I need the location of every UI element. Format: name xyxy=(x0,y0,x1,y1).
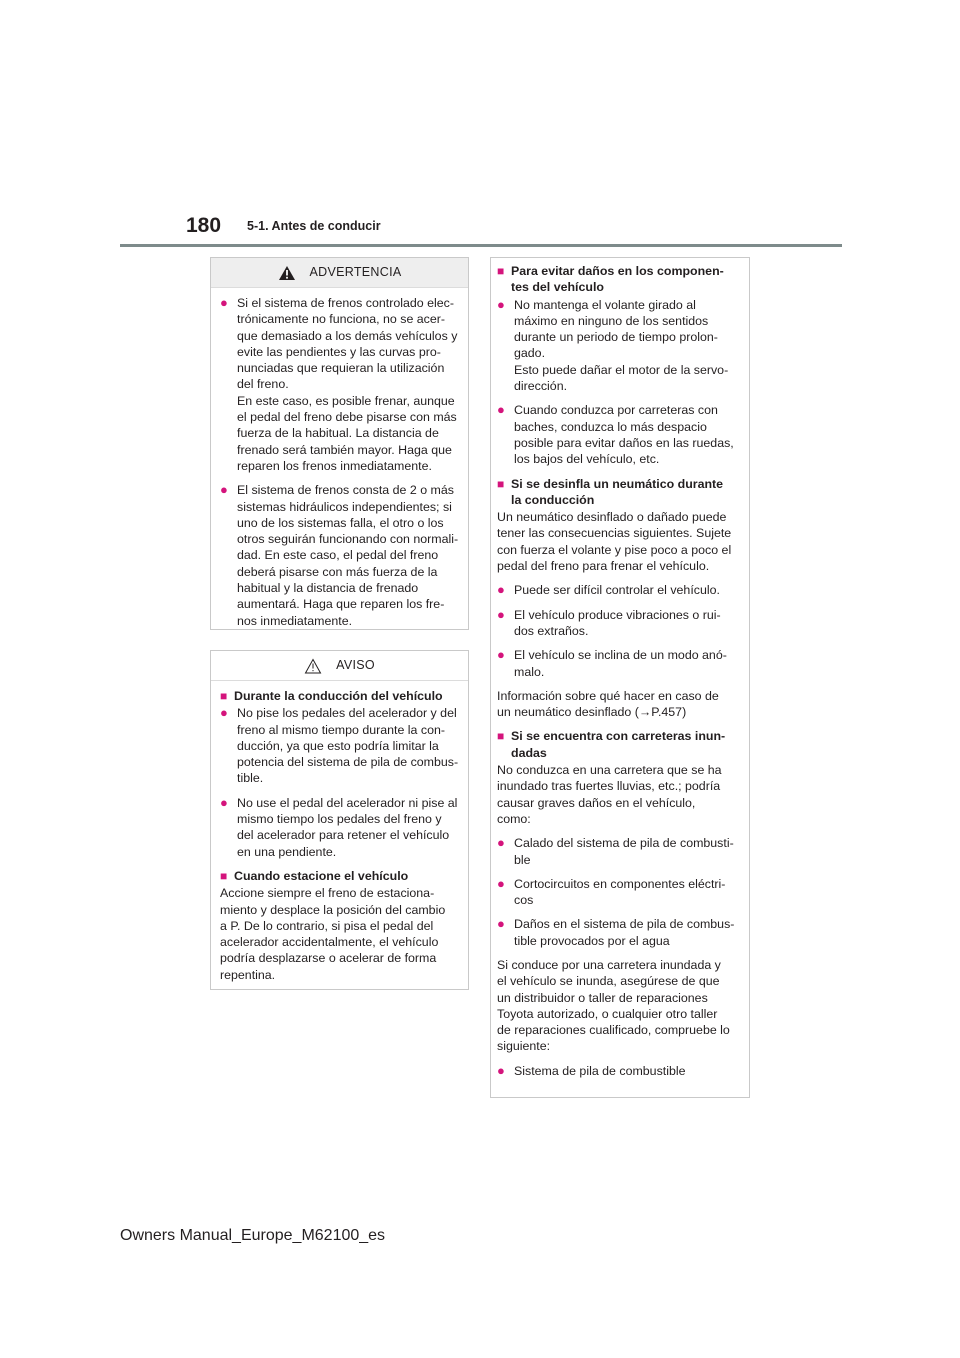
list-item: ● No use el pedal del acelerador ni pise al mismo tiempo los pedales del freno y del acelerador para retener el vehículo en una pendiente. xyxy=(220,794,458,859)
paragraph: Si conduce por una carretera inundada y el vehículo se inunda, asegúrese de que un distribuidor o taller de reparaciones Toyota autorizado, o cualquier otro taller de reparaciones cualificado, compruebe lo siguiente: xyxy=(497,957,730,1054)
bullet-icon: ● xyxy=(497,647,505,663)
bullet-icon: ● xyxy=(497,606,505,622)
info-box xyxy=(490,257,750,1098)
bullet-icon: ● xyxy=(220,705,228,721)
list-item: ● Puede ser difícil controlar el vehículo. xyxy=(497,582,720,598)
bullet-icon: ● xyxy=(220,482,228,498)
list-item: ● Daños en el sistema de pila de combus- tible provocados por el agua xyxy=(497,916,735,948)
notice-box-header xyxy=(211,651,468,681)
paragraph: Accione siempre el freno de estaciona- miento y desplace la posición del cambio a P. De lo contrario, si pisa el pedal del acelerador accidentalmente, el vehículo podría desplazarse o acelerar de forma repentina. xyxy=(220,886,446,982)
list-item: ● Sistema de pila de combustible xyxy=(497,1062,686,1078)
square-icon: ■ xyxy=(497,476,505,491)
square-icon: ■ xyxy=(497,264,505,278)
section-heading: ■ Si se desinfla un neumático durante la conducción xyxy=(497,476,724,507)
bullet-icon: ● xyxy=(497,402,505,418)
list-item: ● No mantenga el volante girado al máximo en ninguno de los sentidos durante un periodo de tiempo prolon- gado. Esto puede dañar el motor de la servo- dirección. xyxy=(497,296,729,394)
bullet-icon: ● xyxy=(497,875,505,891)
square-icon: ■ xyxy=(220,689,228,703)
notice-box xyxy=(210,650,469,990)
list-item: ● El sistema de frenos consta de 2 o más sistemas hidráulicos independientes; si uno de los sistemas falla, el otro o los otros seguirán funcionando con normali- dad. En este caso, el pedal del freno deberá pisarse con más fuerza de la habitual y la distancia de frenado aumentará. Haga que reparen los fre- nos inmediatamente. xyxy=(220,482,459,628)
bullet-icon: ● xyxy=(497,916,505,932)
bullet-icon: ● xyxy=(497,582,505,598)
warning-box-header xyxy=(211,258,468,288)
paragraph: No conduzca en una carretera que se ha inundado tras fuertes lluvias, etc.; podría causar graves daños en el vehículo, como: xyxy=(497,763,722,826)
page-number: 180 xyxy=(186,214,222,237)
section-heading: ■ Cuando estacione el vehículo xyxy=(220,868,409,883)
header-divider xyxy=(120,244,842,247)
list-item: ● No pise los pedales del acelerador y del freno al mismo tiempo durante la con- ducción, ya que esto podría limitar la potencia del sistema de pila de combus- tible. xyxy=(220,705,459,786)
paragraph: Un neumático desinflado o dañado puede tener las consecuencias siguientes. Sujete con fuerza el volante y pise poco a poco el pedal del freno para frenar el vehículo. xyxy=(497,510,732,574)
list-item: ● Cuando conduzca por carreteras con baches, conduzca lo más despacio posible para evitar daños en las ruedas, los bajos del vehículo, etc. xyxy=(497,402,734,467)
warning-triangle-icon xyxy=(278,265,296,281)
list-item: ● Calado del sistema de pila de combusti- ble xyxy=(497,835,734,867)
bullet-icon: ● xyxy=(220,794,228,810)
section-title: 5-1. Antes de conducir xyxy=(247,219,381,233)
section-heading: ■ Durante la conducción del vehículo xyxy=(220,689,443,703)
list-item: ● El vehículo produce vibraciones o rui- dos extraños. xyxy=(497,606,721,638)
bullet-icon: ● xyxy=(497,1062,505,1078)
square-icon: ■ xyxy=(497,729,505,744)
bullet-icon: ● xyxy=(497,296,505,312)
list-item: ● El vehículo se inclina de un modo anó- malo. xyxy=(497,647,727,679)
notice-box-title: AVISO xyxy=(336,658,375,673)
paragraph-page-reference: Información sobre qué hacer en caso de un neumático desinflado (→P.457) xyxy=(497,688,719,720)
warning-box-title: ADVERTENCIA xyxy=(309,265,402,280)
section-heading: ■ Si se encuentra con carreteras inun- dadas xyxy=(497,729,726,760)
section-heading: ■ Para evitar daños en los componen- tes del vehículo xyxy=(497,264,724,295)
list-item: ● Si el sistema de frenos controlado elec- trónicamente no funciona, no se acer- que demasiado a los demás vehículos y evite las pendientes y las curvas pro- nunciadas que requieran la utilización del freno. En este caso, es posible frenar, aunque el pedal del freno debe pisarse con más fuerza de la habitual. La distancia de frenado será también mayor. Haga que reparen los frenos inmediatamente. xyxy=(220,295,458,473)
bullet-icon: ● xyxy=(220,295,228,310)
bullet-icon: ● xyxy=(497,835,505,851)
footer-document-id: Owners Manual_Europe_M62100_es xyxy=(120,1227,386,1244)
list-item: ● Cortocircuitos en componentes eléctri- cos xyxy=(497,875,726,908)
warning-box xyxy=(210,257,469,630)
caution-triangle-icon xyxy=(304,658,322,674)
square-icon: ■ xyxy=(220,868,228,883)
